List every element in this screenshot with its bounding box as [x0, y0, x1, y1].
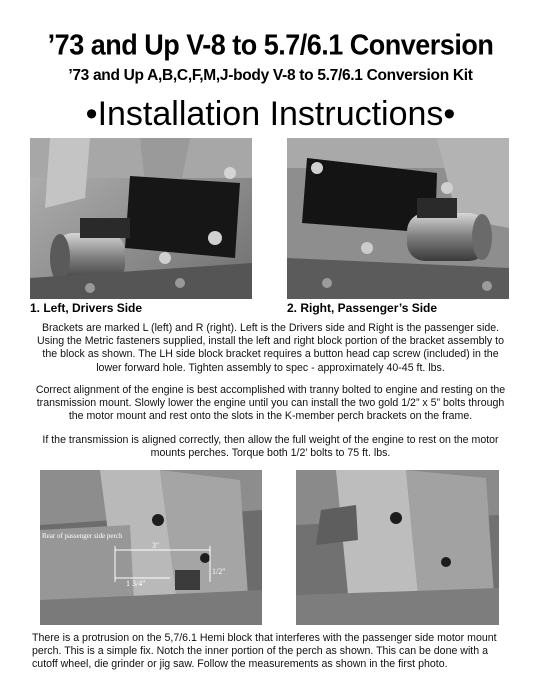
instruction-paragraph-alignment	[24, 384, 517, 424]
text-line: Correct alignment of the engine is best accomplished with tranny bolted to engine and resting on the	[35, 384, 506, 396]
text-line: the block as shown. The LH side block bracket requires a button head cap screw (included) in the	[42, 348, 499, 361]
instruction-paragraph-torque	[24, 434, 517, 460]
dimension-3in: 3"	[152, 541, 160, 550]
right-photo-caption: 2. Right, Passenger’s Side	[287, 301, 438, 315]
text-line: cutoff wheel, die grinder or jig saw. Follow the measurements as shown in the first photo.	[32, 658, 448, 671]
dimension-1-2in: 1/2"	[212, 567, 226, 576]
dimension-1-3-4in: 1 3/4"	[126, 579, 146, 588]
instruction-paragraph-brackets	[24, 322, 517, 375]
text-line: transmission mount. Slowly lower the engine until you can install the two gold 1/2” x 5” bolts through	[36, 397, 505, 410]
perch-measurement-photo	[40, 470, 262, 625]
text-line: If the transmission is aligned correctly, then allow the full weight of the engine to rest on the motor	[42, 434, 499, 446]
page-subtitle: ’73 and Up A,B,C,F,M,J-body V-8 to 5.7/6.1 Conversion Kit	[68, 67, 473, 84]
text-line: mounts perches. Torque both 1/2’ bolts to 75 ft. lbs.	[150, 447, 391, 460]
section-heading: •Installation Instructions•	[85, 95, 456, 133]
text-line: lower forward hole. Tighten assembly to spec - approximately 40-45 ft. lbs.	[96, 361, 445, 374]
page-title: ’73 and Up V-8 to 5.7/6.1 Conversion	[47, 29, 494, 61]
text-line: perch. This is a simple fix. Notch the inner portion of the perch as shown. This can be done with a	[32, 645, 488, 658]
instruction-paragraph-notch	[32, 632, 522, 672]
text-line: Using the Metric fasteners supplied, install the left and right block portion of the bracket assembly to	[37, 335, 504, 348]
text-line: the motor mount and rest onto the slots in the K-member perch brackets on the frame.	[68, 410, 473, 423]
text-line: There is a protrusion on the 5,7/6.1 Hemi block that interferes with the passenger side motor mount	[32, 632, 497, 644]
left-photo-caption: 1. Left, Drivers Side	[30, 301, 143, 315]
right-bracket-photo	[287, 138, 509, 299]
notched-perch-photo	[296, 470, 499, 625]
left-bracket-photo	[30, 138, 252, 299]
perch-label: Rear of passenger side perch	[42, 532, 123, 540]
text-line: Brackets are marked L (left) and R (right). Left is the Drivers side and Right is the passenger side.	[41, 322, 500, 334]
